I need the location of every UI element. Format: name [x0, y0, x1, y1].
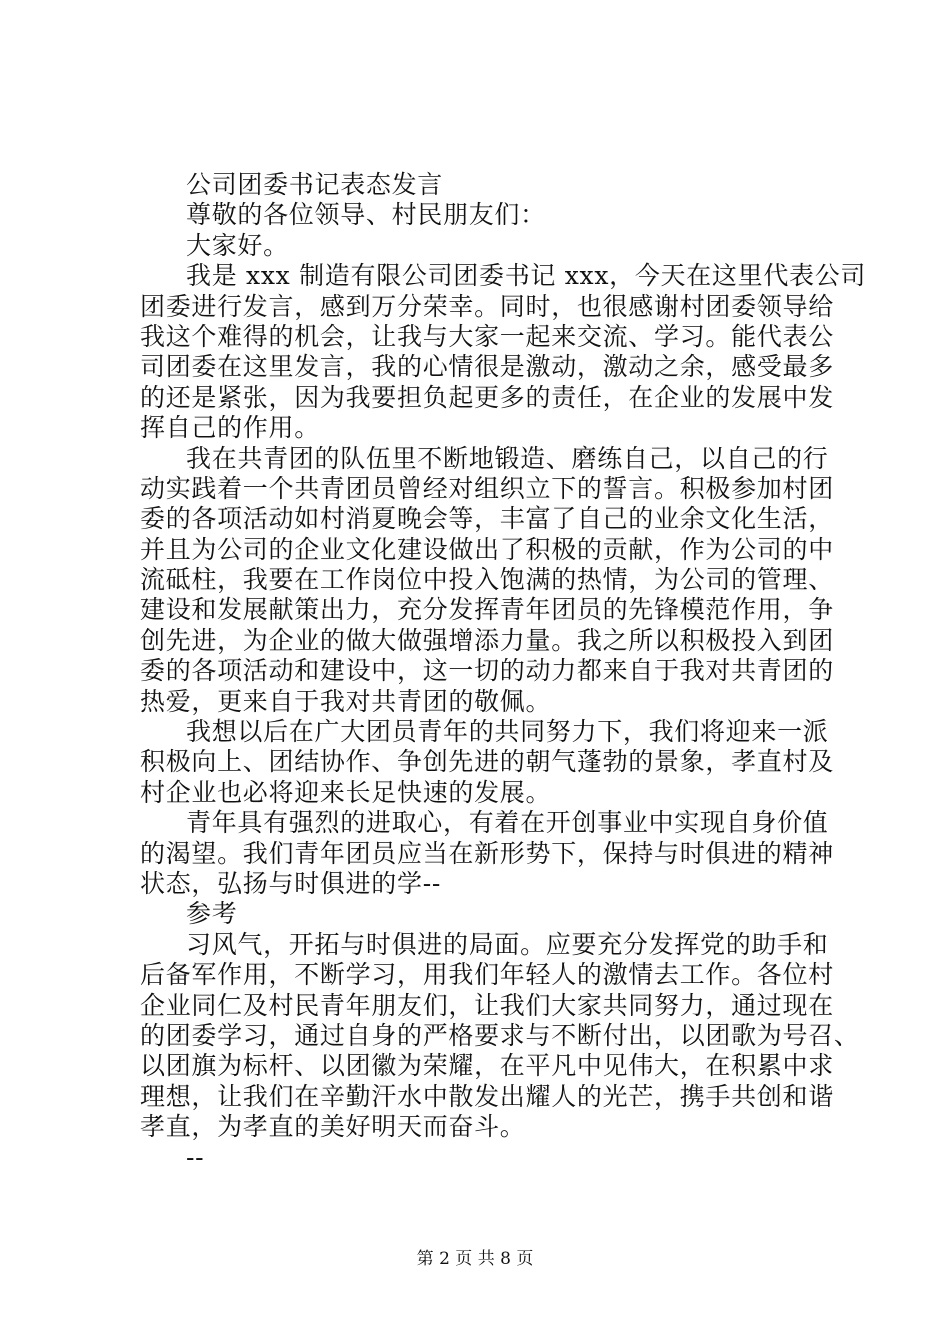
- text-line: 理想，让我们在辛勤汗水中散发出耀人的光芒，携手共创和谐: [140, 1081, 834, 1111]
- text-line: 孝直，为孝直的美好明天而奋斗。: [140, 1112, 526, 1142]
- text-line: 以团旗为标杆、以团徽为荣耀，在平凡中见伟大，在积累中求: [140, 1051, 834, 1081]
- text-line: 青年具有强烈的进取心，有着在开创事业中实现自身价值: [186, 808, 829, 838]
- text-line: --: [186, 1142, 205, 1172]
- text-line: 建设和发展献策出力，充分发挥青年团员的先锋模范作用，争: [140, 595, 834, 625]
- text-line: 团委进行发言，感到万分荣幸。同时，也很感谢村团委领导给: [140, 291, 834, 321]
- text-line: 委的各项活动和建设中，这一切的动力都来自于我对共青团的: [140, 656, 834, 686]
- text-line: 大家好。: [186, 230, 289, 260]
- text-line: 习风气，开拓与时俱进的局面。应要充分发挥党的助手和: [186, 929, 829, 959]
- text-line: 积极向上、团结协作、争创先进的朝气蓬勃的景象，孝直村及: [140, 747, 834, 777]
- text-line: 热爱，更来自于我对共青团的敬佩。: [140, 686, 552, 716]
- text-line: 参考: [186, 899, 238, 929]
- text-line: 的团委学习，通过自身的严格要求与不断付出，以团歌为号召、: [140, 1020, 860, 1050]
- text-line: 创先进，为企业的做大做强增添力量。我之所以积极投入到团: [140, 625, 834, 655]
- text-line: 的还是紧张，因为我要担负起更多的责任，在企业的发展中发: [140, 382, 834, 412]
- text-line: 我在共青团的队伍里不断地锻造、磨练自己，以自己的行: [186, 443, 829, 473]
- text-line: 司团委在这里发言，我的心情很是激动，激动之余，感受最多: [140, 352, 834, 382]
- document-body: [140, 170, 867, 1173]
- text-line: 动实践着一个共青团员曾经对组织立下的誓言。积极参加村团: [140, 473, 834, 503]
- text-line: 挥自己的作用。: [140, 413, 320, 443]
- text-line: 村企业也必将迎来长足快速的发展。: [140, 777, 552, 807]
- text-line: 我这个难得的机会，让我与大家一起来交流、学习。能代表公: [140, 321, 834, 351]
- text-line: 后备军作用，不断学习，用我们年轻人的激情去工作。各位村: [140, 960, 834, 990]
- text-line: 我是 xxx 制造有限公司团委书记 xxx，今天在这里代表公司: [186, 261, 867, 291]
- text-line: 的渴望。我们青年团员应当在新形势下，保持与时俱进的精神: [140, 838, 834, 868]
- text-line: 流砥柱，我要在工作岗位中投入饱满的热情，为公司的管理、: [140, 565, 834, 595]
- text-line: 公司团委书记表态发言: [186, 170, 444, 199]
- text-line: 状态，弘扬与时俱进的学--: [140, 868, 441, 898]
- text-line: 我想以后在广大团员青年的共同努力下，我们将迎来一派: [186, 717, 829, 747]
- text-line: 企业同仁及村民青年朋友们，让我们大家共同努力，通过现在: [140, 990, 834, 1020]
- text-line: 委的各项活动如村消夏晚会等，丰富了自己的业余文化生活，: [140, 504, 834, 534]
- text-line: 并且为公司的企业文化建设做出了积极的贡献，作为公司的中: [140, 534, 834, 564]
- page-footer: 第 2 页 共 8 页: [416, 1249, 534, 1269]
- text-line: 尊敬的各位领导、村民朋友们：: [186, 200, 546, 230]
